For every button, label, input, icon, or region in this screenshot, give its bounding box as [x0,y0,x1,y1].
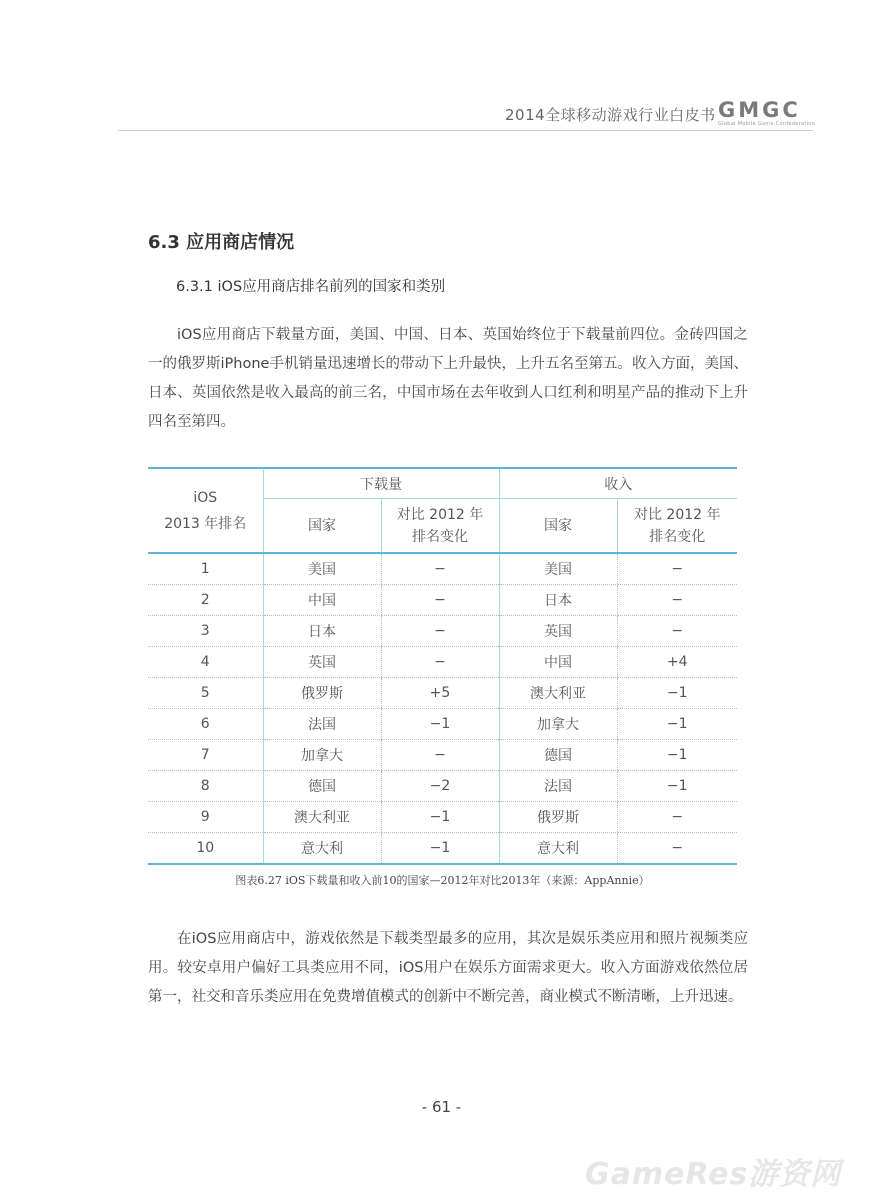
gmgc-logo [718,100,814,130]
rank-cell: 4 [148,647,263,678]
rev-change-cell: − [617,616,737,647]
table-row [148,616,737,647]
table-row [148,709,737,740]
dl-change-cell: +5 [381,678,499,709]
rev-country-cell: 日本 [499,585,617,616]
table-row [148,553,737,585]
rev-change-header-line1: 对比 2012 年 [633,506,721,523]
revenue-group-header: 收入 [499,468,737,499]
page-number: - 61 - [421,1098,462,1116]
rank-cell: 10 [148,833,263,865]
dl-change-cell: −1 [381,709,499,740]
dl-change-cell: − [381,616,499,647]
downloads-group-header: 下载量 [263,468,499,499]
rev-change-cell: −1 [617,709,737,740]
dl-country-cell: 加拿大 [263,740,381,771]
rev-country-header: 国家 [499,499,617,554]
rev-country-cell: 意大利 [499,833,617,865]
dl-change-cell: − [381,553,499,585]
rev-change-cell: − [617,833,737,865]
dl-change-cell: − [381,585,499,616]
rev-change-cell: − [617,553,737,585]
rev-change-header-line2: 排名变化 [649,528,706,545]
dl-change-header-line2: 排名变化 [412,528,468,545]
rank-cell: 1 [148,553,263,585]
logo-subtext: Global Mobile Game Confederation [718,121,816,127]
rank-column-header [148,468,263,553]
dl-country-cell: 德国 [263,771,381,802]
rank-cell: 6 [148,709,263,740]
dl-change-cell: −1 [381,833,499,865]
paragraph-2: 在iOS应用商店中，游戏依然是下载类型最多的应用，其次是娱乐类应用和照片视频类应用。较安卓用户偏好工具类应用不同，iOS用户在娱乐方面需求更大。收入方面游戏依然位居第一，社交和音乐类应用在免费增值模式的创新中不断完善，商业模式不断清晰，上升迅速。 [148,931,748,1005]
rank-cell: 5 [148,678,263,709]
rev-change-cell: −1 [617,678,737,709]
rev-change-cell: +4 [617,647,737,678]
table-row [148,585,737,616]
dl-change-cell: −1 [381,802,499,833]
table-row [148,802,737,833]
rev-country-cell: 英国 [499,616,617,647]
dl-change-cell: −2 [381,771,499,802]
dl-country-cell: 俄罗斯 [263,678,381,709]
rank-cell: 2 [148,585,263,616]
logo-text: GMGC [718,98,801,122]
rev-change-cell: − [617,585,737,616]
dl-country-cell: 意大利 [263,833,381,865]
dl-country-cell: 中国 [263,585,381,616]
table-row [148,678,737,709]
rev-country-cell: 俄罗斯 [499,802,617,833]
table-row [148,647,737,678]
dl-change-header-line1: 对比 2012 年 [396,506,484,523]
table-caption: 图表6.27 iOS下载量和收入前10的国家—2012年对比2013年（来源：AppAnnie） [235,874,650,887]
rev-change-cell: −1 [617,771,737,802]
paragraph-1: iOS应用商店下载量方面，美国、中国、日本、英国始终位于下载量前四位。金砖四国之一的俄罗斯iPhone手机销量迅速增长的带动下上升最快，上升五名至第五。收入方面，美国、日本、英国依然是收入最高的前三名，中国市场在去年收到人口红利和明星产品的推动下上升四名至第四。 [148,327,748,430]
rank-cell: 7 [148,740,263,771]
rev-change-header [617,499,737,554]
dl-country-cell: 美国 [263,553,381,585]
rank-header-line1: iOS [193,489,218,506]
dl-country-cell: 英国 [263,647,381,678]
rank-cell: 9 [148,802,263,833]
header-divider [118,130,813,131]
table-row [148,771,737,802]
dl-country-cell: 澳大利亚 [263,802,381,833]
ios-ranking-table [148,467,737,865]
rank-header-line2: 2013 年排名 [164,515,247,532]
watermark: GameRes游资网 [585,1157,842,1192]
rev-change-cell: −1 [617,740,737,771]
dl-country-header: 国家 [263,499,381,554]
dl-country-cell: 法国 [263,709,381,740]
rev-country-cell: 中国 [499,647,617,678]
rev-country-cell: 美国 [499,553,617,585]
header-title: 2014全球移动游戏行业白皮书 [505,106,716,124]
rev-change-cell: − [617,802,737,833]
dl-change-cell: − [381,647,499,678]
rev-country-cell: 加拿大 [499,709,617,740]
subsection-title: 6.3.1 iOS应用商店排名前列的国家和类别 [176,279,446,295]
dl-change-header [381,499,499,554]
table-row [148,833,737,865]
rank-cell: 8 [148,771,263,802]
dl-country-cell: 日本 [263,616,381,647]
dl-change-cell: − [381,740,499,771]
rev-country-cell: 法国 [499,771,617,802]
table-row [148,740,737,771]
rank-cell: 3 [148,616,263,647]
rev-country-cell: 德国 [499,740,617,771]
section-title: 6.3 应用商店情况 [148,232,295,253]
rev-country-cell: 澳大利亚 [499,678,617,709]
